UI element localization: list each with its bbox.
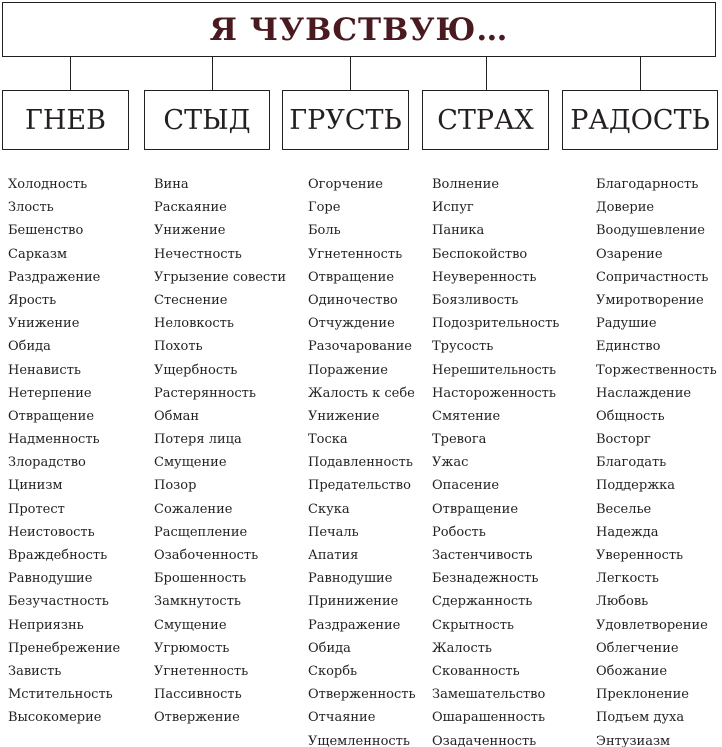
feeling-item: Боль xyxy=(308,223,341,239)
feeling-item: Общность xyxy=(596,408,665,424)
feeling-item: Любовь xyxy=(596,594,649,610)
feeling-item: Испуг xyxy=(432,200,474,216)
feeling-item: Отвращение xyxy=(8,408,95,424)
feeling-item: Подозрительность xyxy=(432,316,560,332)
feeling-item: Равнодушие xyxy=(8,571,93,587)
feeling-item: Злорадство xyxy=(8,455,86,471)
category-box-fear: СТРАХ xyxy=(422,90,549,150)
feeling-item: Злость xyxy=(8,200,54,216)
feeling-item: Холодность xyxy=(8,177,88,192)
feeling-item: Сарказм xyxy=(8,246,68,262)
feeling-item: Мстительность xyxy=(8,687,113,703)
feeling-item: Отвращение xyxy=(308,269,395,285)
feeling-item: Ужас xyxy=(432,455,469,471)
feeling-item: Благодарность xyxy=(596,177,699,192)
feeling-item: Расщепление xyxy=(154,524,248,540)
feeling-item: Неуверенность xyxy=(432,269,537,285)
feeling-item: Печаль xyxy=(308,524,359,540)
feeling-item: Отвращение xyxy=(432,501,519,517)
feeling-item: Жалость xyxy=(432,640,492,656)
feeling-item: Угнетенность xyxy=(154,663,249,679)
feeling-item: Зависть xyxy=(8,663,62,679)
feeling-item: Цинизм xyxy=(8,478,63,494)
feelings-list-anger xyxy=(8,173,120,730)
feeling-item: Пассивность xyxy=(154,687,242,703)
feeling-item: Отверженность xyxy=(308,687,416,703)
feeling-item: Ущербность xyxy=(154,362,238,378)
feeling-item: Унижение xyxy=(8,316,80,332)
feeling-item: Раскаяние xyxy=(154,200,227,216)
feeling-item: Отчаяние xyxy=(308,710,376,726)
category-box-sadness: ГРУСТЬ xyxy=(282,90,409,150)
feeling-item: Ярость xyxy=(8,292,57,308)
category-box-joy: РАДОСТЬ xyxy=(562,90,718,150)
feeling-item: Раздражение xyxy=(8,269,101,285)
feeling-item: Надежда xyxy=(596,524,659,540)
feeling-item: Огорчение xyxy=(308,177,383,192)
feeling-item: Робость xyxy=(432,524,486,540)
feeling-item: Энтузиазм xyxy=(596,733,671,747)
feeling-item: Отчуждение xyxy=(308,316,395,332)
feeling-item: Надменность xyxy=(8,432,100,448)
feeling-item: Легкость xyxy=(596,571,659,587)
feeling-item: Боязливость xyxy=(432,292,519,308)
feeling-item: Сдержанность xyxy=(432,594,533,610)
feeling-item: Неприязнь xyxy=(8,617,84,633)
feeling-item: Трусость xyxy=(432,339,494,355)
feeling-item: Ошарашенность xyxy=(432,710,546,726)
feeling-item: Апатия xyxy=(308,548,359,563)
feeling-item: Унижение xyxy=(308,408,380,424)
page-title: Я ЧУВСТВУЮ… xyxy=(2,2,716,57)
feelings-list-shame xyxy=(154,173,286,730)
feeling-item: Унижение xyxy=(154,223,226,239)
feeling-item: Доверие xyxy=(596,200,655,216)
feeling-item: Отвержение xyxy=(154,710,240,726)
feeling-item: Радушие xyxy=(596,316,657,332)
feeling-item: Равнодушие xyxy=(308,571,393,587)
feeling-item: Ущемленность xyxy=(308,733,410,747)
feeling-item: Скорбь xyxy=(308,663,358,679)
feeling-item: Воодушевление xyxy=(596,223,705,239)
feeling-item: Опасение xyxy=(432,478,500,494)
connector-line xyxy=(640,57,641,90)
feeling-item: Угрызение совести xyxy=(154,269,287,285)
feeling-item: Похоть xyxy=(154,339,203,355)
feeling-item: Одиночество xyxy=(308,292,398,308)
feeling-item: Поддержка xyxy=(596,478,676,494)
feeling-item: Безучастность xyxy=(8,594,109,610)
feeling-item: Позор xyxy=(154,478,197,494)
feeling-item: Уверенность xyxy=(596,548,684,563)
feeling-item: Удовлетворение xyxy=(596,617,708,633)
feeling-item: Единство xyxy=(596,339,661,355)
feeling-item: Брошенность xyxy=(154,571,247,587)
feeling-item: Пренебрежение xyxy=(8,640,121,656)
feeling-item: Подавленность xyxy=(308,455,413,471)
feeling-item: Вина xyxy=(154,177,189,192)
feeling-item: Сопричастность xyxy=(596,269,709,285)
feeling-item: Торжественность xyxy=(596,362,717,378)
feeling-item: Тревога xyxy=(432,432,487,448)
feeling-item: Застенчивость xyxy=(432,548,533,563)
feeling-item: Веселье xyxy=(596,501,652,517)
feeling-item: Потеря лица xyxy=(154,432,242,448)
feeling-item: Высокомерие xyxy=(8,710,102,726)
feeling-item: Настороженность xyxy=(432,385,556,401)
feeling-item: Обида xyxy=(8,339,51,355)
feeling-item: Принижение xyxy=(308,594,399,610)
feelings-list-fear xyxy=(432,173,559,747)
feeling-item: Замешательство xyxy=(432,687,546,703)
feeling-item: Жалость к себе xyxy=(308,385,415,401)
feeling-item: Разочарование xyxy=(308,339,412,355)
feeling-item: Угнетенность xyxy=(308,246,403,262)
feeling-item: Горе xyxy=(308,200,341,216)
feeling-item: Волнение xyxy=(432,177,500,192)
feeling-item: Враждебность xyxy=(8,548,108,563)
connector-line xyxy=(70,57,71,90)
feeling-item: Безнадежность xyxy=(432,571,539,587)
feeling-item: Озарение xyxy=(596,246,663,262)
feeling-item: Бешенство xyxy=(8,223,84,239)
feeling-item: Тоска xyxy=(308,432,348,448)
feeling-item: Восторг xyxy=(596,432,651,448)
feeling-item: Ненависть xyxy=(8,362,81,378)
feeling-item: Смятение xyxy=(432,408,501,424)
feeling-item: Поражение xyxy=(308,362,388,378)
connector-line xyxy=(486,57,487,90)
feelings-list-joy xyxy=(596,173,717,747)
feeling-item: Смущение xyxy=(154,617,227,633)
feeling-item: Стеснение xyxy=(154,292,228,308)
feeling-item: Облегчение xyxy=(596,640,679,656)
feeling-item: Раздражение xyxy=(308,617,401,633)
category-box-shame: СТЫД xyxy=(144,90,270,150)
feeling-item: Предательство xyxy=(308,478,411,494)
feeling-item: Смущение xyxy=(154,455,227,471)
feeling-item: Замкнутость xyxy=(154,594,241,610)
feeling-item: Благодать xyxy=(596,455,667,471)
connector-line xyxy=(350,57,351,90)
feeling-item: Беспокойство xyxy=(432,246,528,262)
feeling-item: Паника xyxy=(432,223,485,239)
feeling-item: Озадаченность xyxy=(432,733,537,747)
feeling-item: Угрюмость xyxy=(154,640,230,656)
feeling-item: Нечестность xyxy=(154,246,242,262)
feeling-item: Озабоченность xyxy=(154,548,259,563)
feeling-item: Скрытность xyxy=(432,617,514,633)
feeling-item: Скованность xyxy=(432,663,520,679)
feeling-item: Сожаление xyxy=(154,501,233,517)
feeling-item: Неловкость xyxy=(154,316,234,332)
feeling-item: Обида xyxy=(308,640,351,656)
feeling-item: Неистовость xyxy=(8,524,95,540)
feeling-item: Наслаждение xyxy=(596,385,692,401)
category-box-anger: ГНЕВ xyxy=(2,90,129,150)
feeling-item: Протест xyxy=(8,501,65,517)
feeling-item: Нетерпение xyxy=(8,385,92,401)
feeling-item: Нерешительность xyxy=(432,362,557,378)
feeling-item: Подъем духа xyxy=(596,710,685,726)
feeling-item: Умиротворение xyxy=(596,292,704,308)
feeling-item: Обожание xyxy=(596,663,668,679)
feeling-item: Скука xyxy=(308,501,350,517)
connector-line xyxy=(212,57,213,90)
feeling-item: Преклонение xyxy=(596,687,689,703)
feeling-item: Обман xyxy=(154,408,200,424)
feelings-list-sadness xyxy=(308,173,416,747)
feeling-item: Растерянность xyxy=(154,385,256,401)
